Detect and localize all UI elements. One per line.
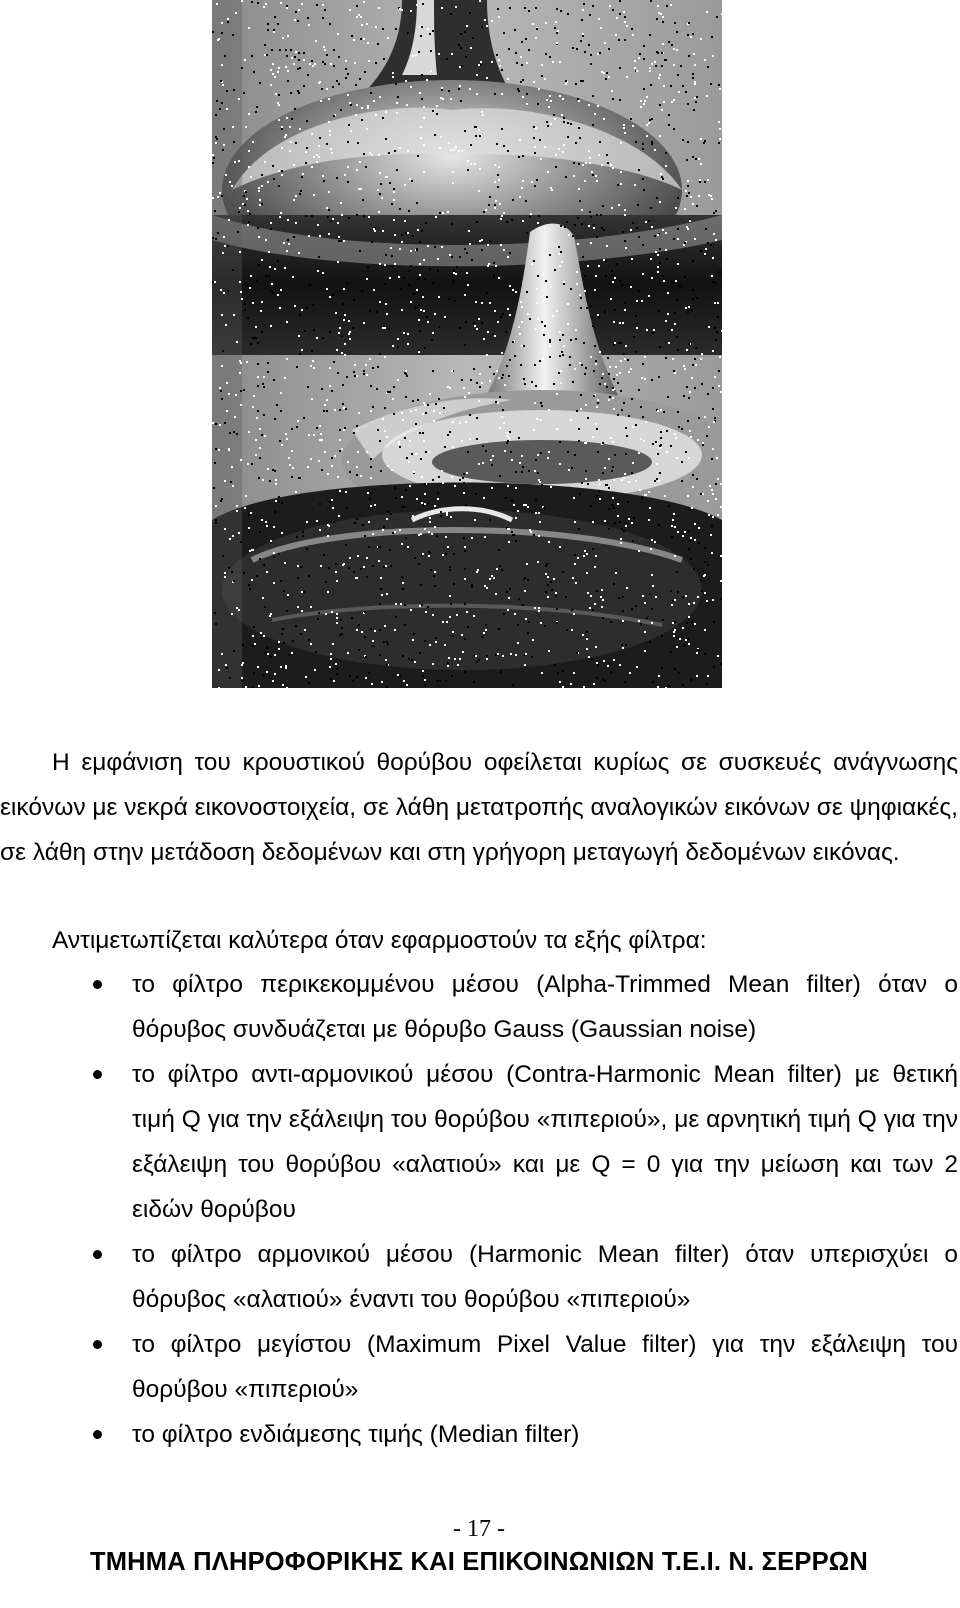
- list-item-text: το φίλτρο μεγίστου (Maximum Pixel Value filter) για την εξάλειψη του θορύβου «πιπεριού»: [132, 1331, 958, 1403]
- list-item: [0, 1322, 958, 1412]
- list-item-text: το φίλτρο αρμονικού μέσου (Harmonic Mean filter) όταν υπερισχύει ο θόρυβος «αλατιού» έναντι του θορύβου «πιπεριού»: [132, 1241, 958, 1313]
- noisy-glass-figure: [212, 0, 722, 688]
- list-item: [0, 962, 958, 1052]
- filters-list: [0, 962, 958, 1457]
- bullet-icon: [93, 1430, 102, 1439]
- bullet-icon: [93, 1250, 102, 1259]
- list-item-text: το φίλτρο ενδιάμεσης τιμής (Median filter): [132, 1421, 580, 1448]
- list-item-text: το φίλτρο αντι-αρμονικού μέσου (Contra-Harmonic Mean filter) με θετική τιμή Q για την εξάλειψη του θορύβου «πιπεριού», με αρνητική τιμή Q για την εξάλειψη του θορύβου «αλατιού» και με Q = 0 για την μείωση και των 2 ειδών θορύβου: [132, 1061, 958, 1223]
- bullet-icon: [93, 980, 102, 989]
- list-item: [0, 1052, 958, 1232]
- noisy-glass-image: [212, 0, 722, 688]
- paragraph-filters-intro: Αντιμετωπίζεται καλύτερα όταν εφαρμοστούν τα εξής φίλτρα:: [52, 927, 707, 954]
- bullet-icon: [93, 1340, 102, 1349]
- bullet-icon: [93, 1070, 102, 1079]
- paragraph-impulse-noise-cause: Η εμφάνιση του κρουστικού θορύβου οφείλεται κυρίως σε συσκευές ανάγνωσης εικόνων με νεκρά εικονοστοιχεία, σε λάθη μετατροπής αναλογικών εικόνων σε ψηφιακές, σε λάθη στην μετάδοση δεδομένων και στη γρήγορη μεταγωγή δεδομένων εικόνας.: [0, 749, 958, 866]
- list-item: [0, 1412, 958, 1457]
- institution-footer: ΤΜΗΜΑ ΠΛΗΡΟΦΟΡΙΚΗΣ ΚΑΙ ΕΠΙΚΟΙΝΩΝΙΩΝ Τ.Ε.Ι. Ν. ΣΕΡΡΩΝ: [89, 1548, 869, 1576]
- page-number: - 17 -: [453, 1516, 505, 1542]
- list-item: [0, 1232, 958, 1322]
- list-item-text: το φίλτρο περικεκομμένου μέσου (Alpha-Trimmed Mean filter) όταν ο θόρυβος συνδυάζεται με θόρυβο Gauss (Gaussian noise): [132, 971, 958, 1043]
